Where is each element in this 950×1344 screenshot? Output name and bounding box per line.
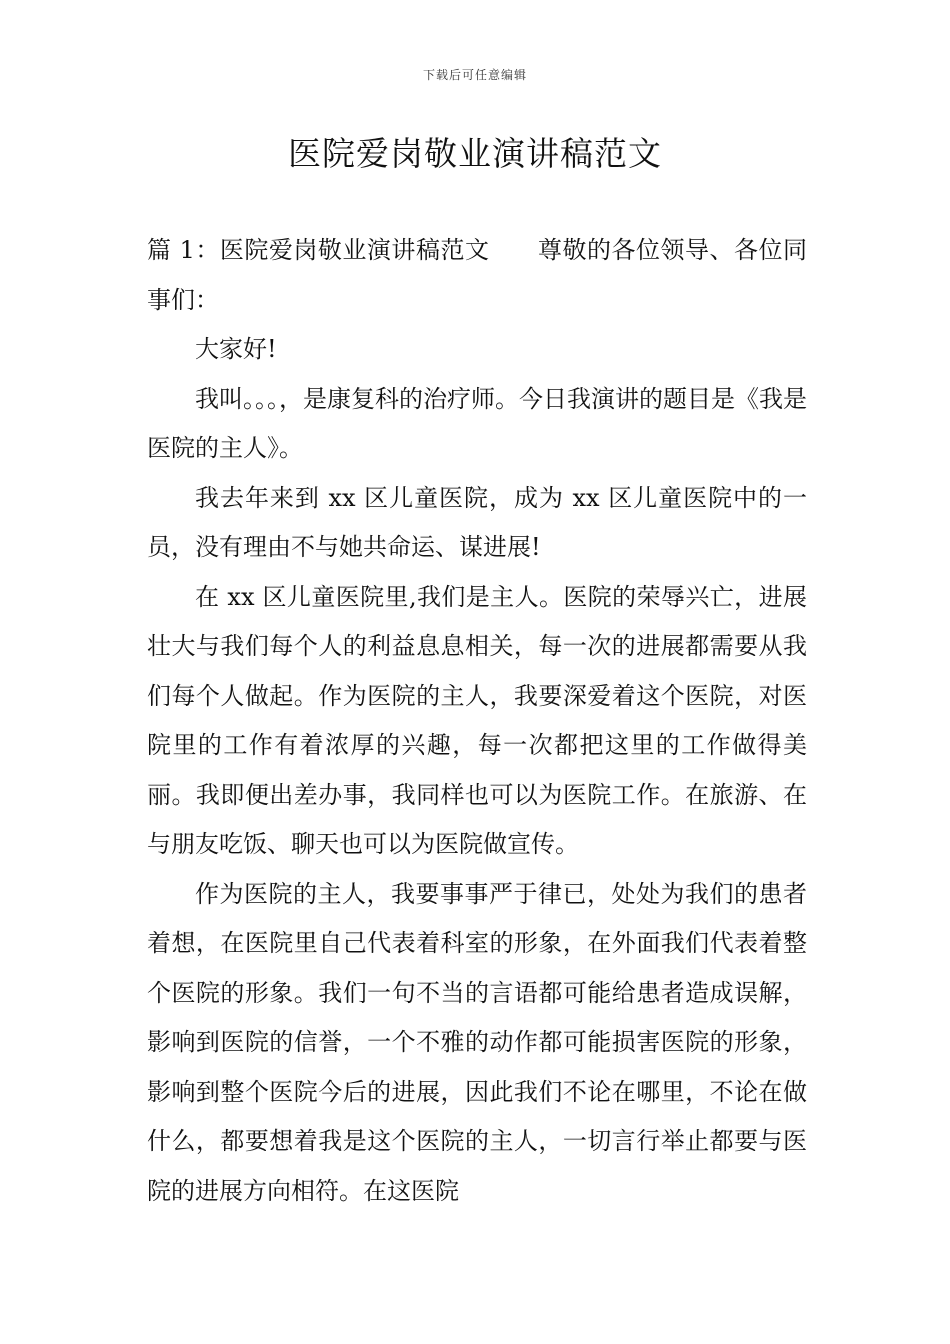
document-title: 医院爱岗敬业演讲稿范文 xyxy=(288,134,662,173)
salutation: 尊敬的各位领导、各位同事们： xyxy=(147,236,807,314)
paragraph-introduction: 我叫。。。，是康复科的治疗师。今日我演讲的题目是《我是医院的主人》。 xyxy=(147,384,807,462)
header-note: 下载后可任意编辑 xyxy=(422,68,527,82)
paragraph-greeting: 大家好! xyxy=(195,335,277,363)
chapter-heading: 篇 1：医院爱岗敬业演讲稿范文 xyxy=(147,236,490,264)
paragraph-conduct: 作为医院的主人，我要事事严于律已，处处为我们的患者着想，在医院里自己代表着科室的形象，在外面我们代表着整个医院的形象。我们一句不当的言语都可能给患者造成误解，影响到医院的信誉，一个不雅的动作都可能损害医院的形象，影响到整个医院今后的进展，因此我们不论在哪里，不论在做什么，都要想着我是这个医院的主人，一切言行举止都要与医院的进展方向相符。在这医院 xyxy=(147,879,807,1205)
document-body xyxy=(147,226,807,1216)
intro-paragraph xyxy=(147,226,807,325)
paragraph-owner: 在 xx 区儿童医院里,我们是主人。医院的荣辱兴亡，进展壮大与我们每个人的利益息息相关，每一次的进展都需要从我们每个人做起。作为医院的主人，我要深爱着这个医院，对医院里的工作有着浓厚的兴趣，每一次都把这里的工作做得美丽。我即便出差办事，我同样也可以为医院工作。在旅游、在与朋友吃饭、聊天也可以为医院做宣传。 xyxy=(147,582,807,858)
paragraph-joining: 我去年来到 xx 区儿童医院，成为 xx 区儿童医院中的一员，没有理由不与她共命运、谋进展! xyxy=(147,483,807,561)
